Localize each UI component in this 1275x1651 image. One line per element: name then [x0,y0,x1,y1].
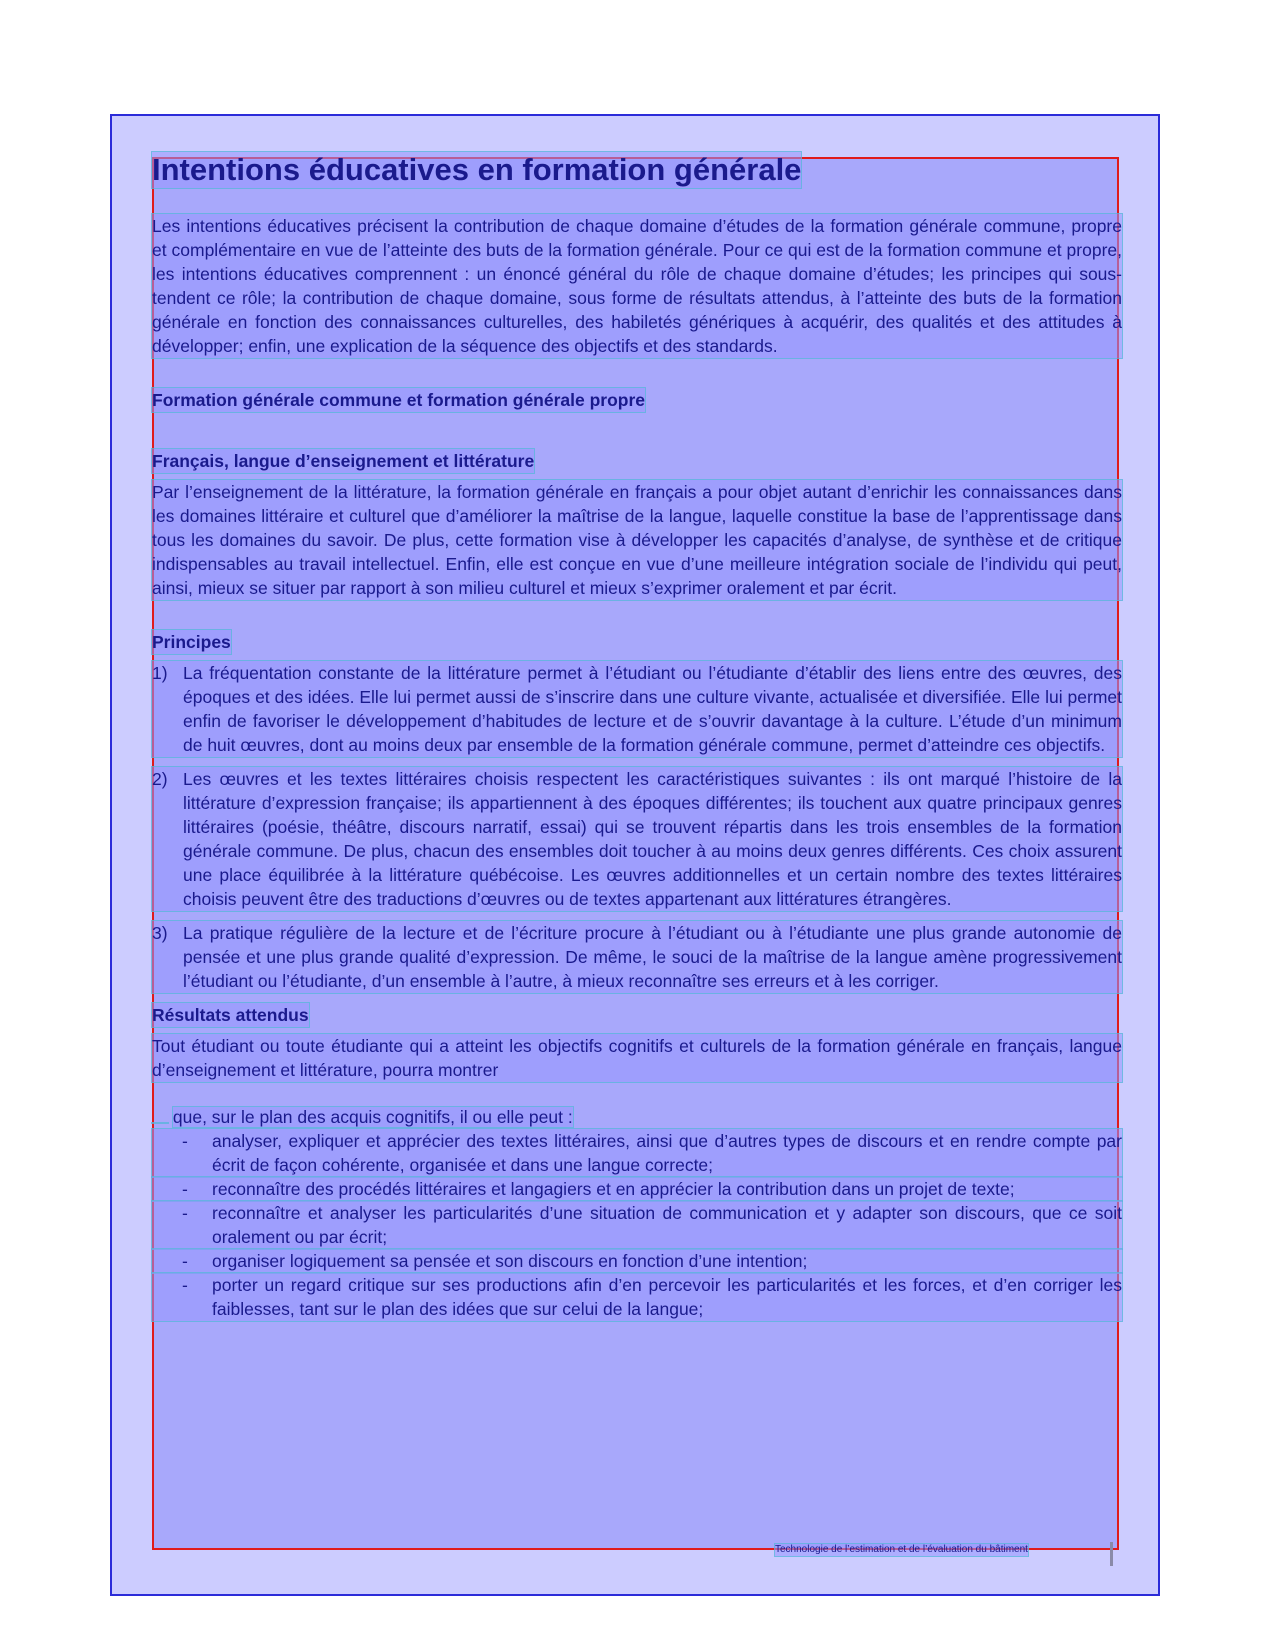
list-item-text: reconnaître des procédés littéraires et langagiers et en apprécier la contribution dans un projet de texte; [212,1179,1015,1199]
page-number-marker [1110,1542,1113,1566]
list-item-text: La fréquentation constante de la littérature permet à l’étudiant ou l’étudiante d’établir des liens entre des œuvres, des époques et des idées. Elle lui permet aussi de s’inscrire dans une culture vivante, actualisée et diversifiée. Elle lui permet enfin de favoriser le développement d’habitudes de lecture et de s’ouvrir davantage à la culture. L’étude d’un minimum de huit œuvres, dont au moins deux par ensemble de la formation générale commune, permet d’atteindre ces objectifs. [183,663,1122,755]
bullet-marker: - [182,1275,188,1295]
bullet-marker: - [182,1179,188,1199]
list-item-text: Les œuvres et les textes littéraires choisis respectent les caractéristiques suivantes : ils ont marqué l’histoire de la littérature d’expression française; ils appartiennent à des époques différentes; ils touchent aux quatre principaux genres littéraires (poésie, théâtre, discours narratif, essai) qui se trouvent répartis dans les trois ensembles de la formation générale commune. De plus, chacun des ensembles doit toucher à au moins deux genres différents. Ces choix assurent une place équilibrée à la littérature québécoise. Les œuvres additionnelles et un certain nombre des textes littéraires choisis peuvent être des traductions d’œuvres ou de textes appartenant aux littératures étrangères. [183,769,1122,909]
list-number: 1) [152,663,168,683]
section-heading: Formation générale commune et formation générale propre [152,390,646,410]
page-footer: Technologie de l’estimation et de l’évaluation du bâtiment [775,1544,1028,1555]
list-item-text: reconnaître et analyser les particularités d’une situation de communication et y adapter son discours, que ce soit oralement ou par écrit; [212,1203,1122,1247]
intro-paragraph: Les intentions éducatives précisent la contribution de chaque domaine d’études de la formation générale commune, propre et complémentaire en vue de l’atteinte des buts de la formation générale. Pour ce qui est de la formation commune et propre, les intentions éducatives comprennent : un énoncé général du rôle de chaque domaine d’études; les principes qui sous-tendent ce rôle; la contribution de chaque domaine, sous forme de résultats attendus, à l’atteinte des buts de la formation générale en fonction des connaissances culturelles, des habiletés génériques à acquérir, des qualités et des attitudes à développer; enfin, une explication de la séquence des objectifs et des standards. [152,216,1122,356]
principles-heading: Principes [152,632,231,652]
subsection-paragraph: Par l’enseignement de la littérature, la formation générale en français a pour objet autant d’enrichir les connaissances dans les domaines littéraire et culturel que d’améliorer la maîtrise de la langue, laquelle constitue la base de l’apprentissage dans tous les domaines du savoir. De plus, cette formation vise à développer les capacités d’analyse, de synthèse et de critique indispensables au travail intellectuel. Enfin, elle est conçue en vue d’une meilleure intégration sociale de l’individu qui peut, ainsi, mieux se situer par rapport à son milieu culturel et mieux s’exprimer oralement et par écrit. [152,482,1122,598]
list-item [152,1249,1122,1273]
subsection-heading: Français, langue d’enseignement et littérature [152,451,535,471]
list-item [152,1129,1122,1177]
results-heading: Résultats attendus [152,1005,309,1025]
results-lead-text: que, sur le plan des acquis cognitifs, il ou elle peut : [172,1107,573,1127]
list-item-text: porter un regard critique sur ses productions afin d’en percevoir les particularités et les forces, et d’en corriger les faiblesses, tant sur le plan des idées que sur celui de la langue; [212,1275,1122,1319]
bullet-marker: - [182,1131,188,1151]
list-item-text: La pratique régulière de la lecture et de l’écriture procure à l’étudiant ou à l’étudiante une plus grande autonomie de pensée et une plus grande qualité d’expression. De même, le souci de la maîtrise de la langue amène progressivement l’étudiant ou l’étudiante, d’un ensemble à l’autre, à mieux reconnaître ses erreurs et à les corriger. [183,923,1122,991]
list-item [152,767,1122,911]
principles-list [152,661,1122,993]
list-item-text: organiser logiquement sa pensée et son discours en fonction d’une intention; [212,1251,808,1271]
results-lead [152,1105,1122,1129]
document-content [152,152,1122,1321]
bullet-marker: - [182,1251,188,1271]
bullet-marker: - [182,1203,188,1223]
list-item [152,1273,1122,1321]
list-item [152,1201,1122,1249]
list-item-text: analyser, expliquer et apprécier des textes littéraires, ainsi que d’autres types de discours et en rendre compte par écrit de façon cohérente, organisée et dans une langue correcte; [212,1131,1122,1175]
page-title: Intentions éducatives en formation générale [152,152,802,187]
results-intro: Tout étudiant ou toute étudiante qui a atteint les objectifs cognitifs et culturels de la formation générale en français, langue d’enseignement et littérature, pourra montrer [152,1036,1122,1080]
list-number: 3) [152,923,168,943]
list-item [152,1177,1122,1201]
results-list [152,1129,1122,1321]
list-number: 2) [152,769,168,789]
list-item [152,661,1122,757]
list-item [152,921,1122,993]
